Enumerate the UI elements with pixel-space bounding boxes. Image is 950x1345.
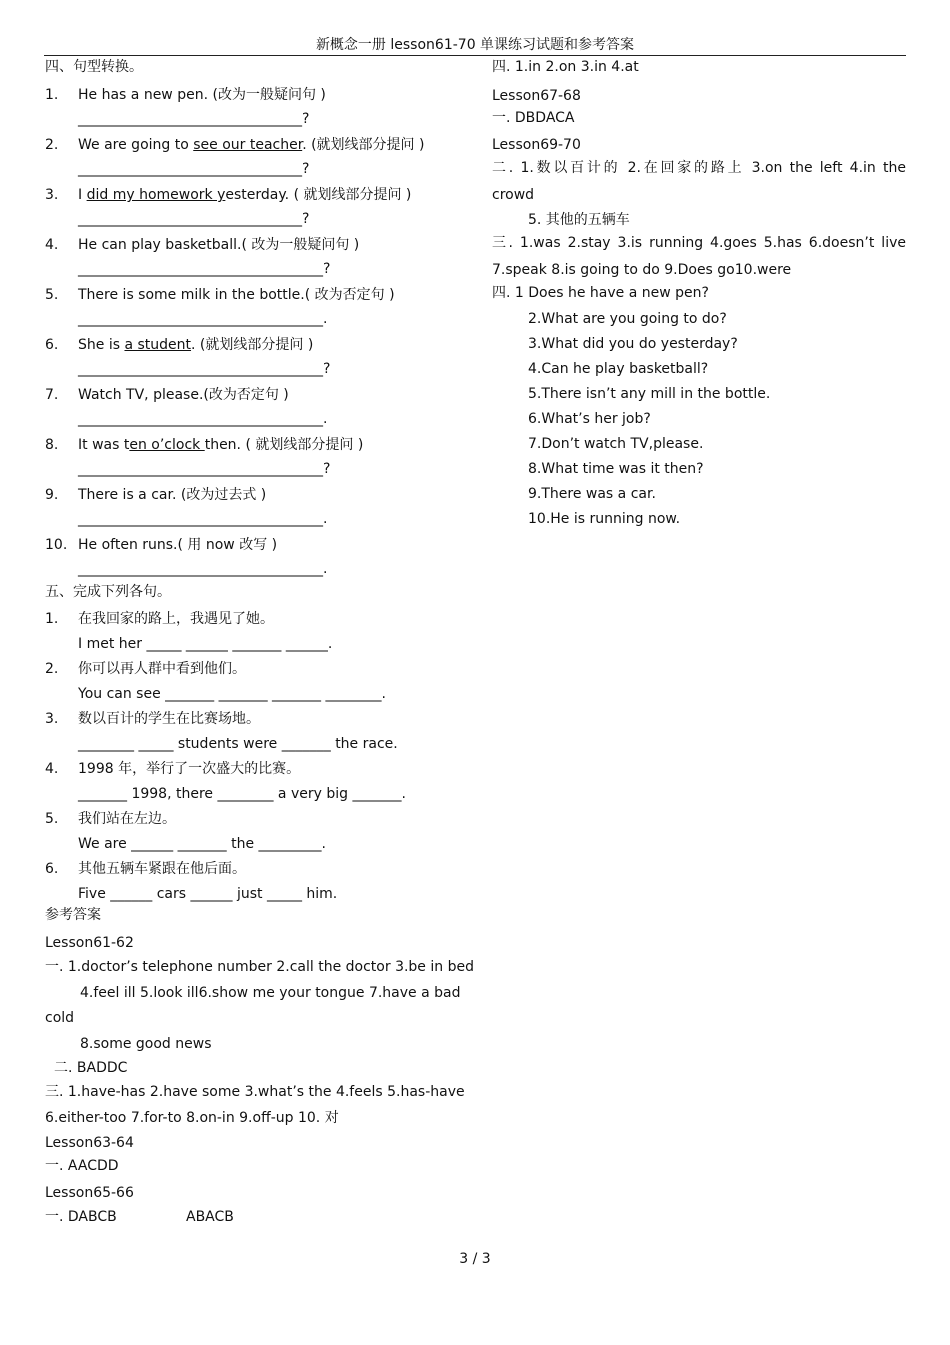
answers-title: 参考答案 bbox=[45, 907, 101, 923]
item-text: Watch TV, please.(改为否定句 ) bbox=[78, 387, 289, 403]
page-number: 3 / 3 bbox=[459, 1251, 491, 1267]
underlined-part: a student bbox=[124, 337, 192, 353]
l6566-answer-4: 四. 1.in 2.on 3.in 4.at bbox=[492, 59, 639, 75]
page-header: 新概念一册 lesson61-70 单课练习试题和参考答案 bbox=[315, 37, 635, 53]
item-text: She is a student. (就划线部分提问 ) bbox=[78, 337, 314, 353]
item-english-fill: We are ______ _______ the _________. bbox=[78, 836, 326, 852]
item-english-fill: ________ _____ students were _______ the race. bbox=[78, 736, 398, 752]
item-text: We are going to see our teacher. (就划线部分提问 ) bbox=[78, 137, 425, 153]
answer-blank: ___________________________________? bbox=[78, 261, 331, 277]
section4-title: 四、句型转换。 bbox=[45, 59, 143, 75]
item-text: I did my homework yesterday. ( 就划线部分提问 ) bbox=[78, 187, 412, 203]
lesson63-64-label: Lesson63-64 bbox=[45, 1135, 134, 1151]
lesson61-62-label: Lesson61-62 bbox=[45, 935, 134, 951]
answer-line: 4.Can he play basketball? bbox=[528, 361, 709, 377]
answer-blank: ________________________________? bbox=[78, 211, 310, 227]
answer-blank: ___________________________________. bbox=[78, 411, 328, 427]
answer-line: 5.There isn’t any mill in the bottle. bbox=[528, 386, 771, 402]
item-text: There is a car. (改为过去式 ) bbox=[78, 487, 267, 503]
item-chinese: 你可以再人群中看到他们。 bbox=[78, 661, 246, 677]
item-number: 6. bbox=[45, 861, 59, 877]
item-number: 10. bbox=[45, 537, 68, 553]
underlined-part: did my homework y bbox=[86, 187, 226, 203]
underlined-part: see our teacher bbox=[193, 137, 303, 153]
item-chinese: 在我回家的路上，我遇见了她。 bbox=[78, 611, 274, 627]
underlined-part: en o’clock bbox=[129, 437, 205, 453]
answer-blank: ___________________________________. bbox=[78, 511, 328, 527]
item-number: 9. bbox=[45, 487, 59, 503]
item-english-fill: _______ 1998, there ________ a very big _______. bbox=[78, 786, 406, 802]
l6970-answer-2a: 二. 1.数以百计的 2.在回家的路上 3.on the left 4.in the bbox=[492, 160, 906, 176]
item-text: He often runs.( 用 now 改写 ) bbox=[78, 537, 278, 553]
item-english-fill: I met her _____ ______ _______ ______. bbox=[78, 636, 333, 652]
answer-blank: ___________________________________. bbox=[78, 561, 328, 577]
l6162-answer-2: 二. BADDC bbox=[54, 1060, 128, 1076]
l6162-answer-1a: 一. 1.doctor’s telephone number 2.call the doctor 3.be in bed bbox=[45, 959, 474, 975]
item-number: 5. bbox=[45, 811, 59, 827]
item-number: 4. bbox=[45, 237, 59, 253]
l6566-answer-1a: 一. DABCB bbox=[45, 1209, 117, 1225]
lesson65-66-label: Lesson65-66 bbox=[45, 1185, 134, 1201]
item-text: He can play basketball.( 改为一般疑问句 ) bbox=[78, 237, 360, 253]
lesson67-68-label: Lesson67-68 bbox=[492, 88, 581, 104]
item-number: 2. bbox=[45, 137, 59, 153]
l6162-answer-1c: cold bbox=[45, 1010, 75, 1026]
answer-line: 9.There was a car. bbox=[528, 486, 656, 502]
l6566-answer-1b: ABACB bbox=[186, 1209, 234, 1225]
answer-line: 2.What are you going to do? bbox=[528, 311, 727, 327]
l6364-answer-1: 一. AACDD bbox=[45, 1158, 119, 1174]
answer-line: 6.What’s her job? bbox=[528, 411, 651, 427]
item-english-fill: You can see _______ _______ _______ ________. bbox=[78, 686, 386, 702]
item-number: 3. bbox=[45, 187, 59, 203]
item-chinese: 数以百计的学生在比赛场地。 bbox=[78, 711, 260, 727]
l6162-answer-3a: 三. 1.have-has 2.have some 3.what’s the 4.feels 5.has-have bbox=[45, 1084, 465, 1100]
item-text: He has a new pen. (改为一般疑问句 ) bbox=[78, 87, 326, 103]
l6970-answer-2c: 5. 其他的五辆车 bbox=[528, 212, 630, 228]
l6162-answer-1d: 8.some good news bbox=[80, 1036, 212, 1052]
item-number: 4. bbox=[45, 761, 59, 777]
section5-title: 五、完成下列各句。 bbox=[45, 584, 171, 600]
l6162-answer-3b: 6.either-too 7.for-to 8.on-in 9.off-up 10. 对 bbox=[45, 1110, 339, 1126]
l6970-answer-3b: 7.speak 8.is going to do 9.Does go10.were bbox=[492, 262, 792, 278]
l6768-answer-1: 一. DBDACA bbox=[492, 110, 575, 126]
item-text: There is some milk in the bottle.( 改为否定句 ) bbox=[78, 287, 395, 303]
item-number: 1. bbox=[45, 611, 59, 627]
answer-blank: ________________________________? bbox=[78, 161, 310, 177]
answer-line: 10.He is running now. bbox=[528, 511, 681, 527]
item-number: 8. bbox=[45, 437, 59, 453]
item-chinese: 我们站在左边。 bbox=[78, 811, 176, 827]
answer-blank: ___________________________________? bbox=[78, 461, 331, 477]
item-number: 1. bbox=[45, 87, 59, 103]
l6970-answer-4-head: 四. 1 Does he have a new pen? bbox=[492, 285, 709, 301]
item-number: 5. bbox=[45, 287, 59, 303]
lesson69-70-label: Lesson69-70 bbox=[492, 137, 581, 153]
answer-blank: ___________________________________? bbox=[78, 361, 331, 377]
item-chinese: 其他五辆车紧跟在他后面。 bbox=[78, 861, 246, 877]
header-rule bbox=[44, 55, 906, 56]
answer-line: 8.What time was it then? bbox=[528, 461, 704, 477]
l6970-answer-3a: 三. 1.was 2.stay 3.is running 4.goes 5.has 6.doesn’t live bbox=[492, 235, 906, 251]
item-chinese: 1998 年，举行了一次盛大的比赛。 bbox=[78, 761, 301, 777]
answer-line: 7.Don’t watch TV,please. bbox=[528, 436, 704, 452]
item-number: 7. bbox=[45, 387, 59, 403]
answer-blank: ___________________________________. bbox=[78, 311, 328, 327]
item-text: It was ten o’clock then. ( 就划线部分提问 ) bbox=[78, 437, 364, 453]
answer-blank: ________________________________? bbox=[78, 111, 310, 127]
answer-line: 3.What did you do yesterday? bbox=[528, 336, 738, 352]
item-number: 6. bbox=[45, 337, 59, 353]
item-english-fill: Five ______ cars ______ just _____ him. bbox=[78, 886, 338, 902]
l6970-answer-2b: crowd bbox=[492, 187, 535, 203]
l6162-answer-1b: 4.feel ill 5.look ill6.show me your tongue 7.have a bad bbox=[80, 985, 461, 1001]
item-number: 3. bbox=[45, 711, 59, 727]
item-number: 2. bbox=[45, 661, 59, 677]
